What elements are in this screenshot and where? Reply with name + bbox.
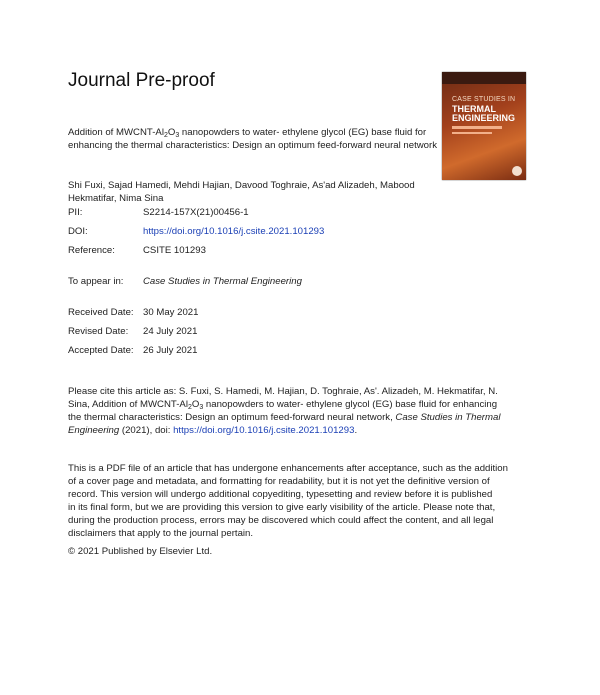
cover-top-bar (442, 72, 526, 84)
notice-line-1: This is a PDF file of an article that has undergone enhancements after acceptance, such as the addition (68, 463, 508, 474)
copyright-notice: © 2021 Published by Elsevier Ltd. (68, 546, 213, 557)
cover-stripe (452, 126, 502, 129)
revised-label: Revised Date: (68, 326, 129, 337)
revised-value: 24 July 2021 (143, 326, 198, 337)
cover-line2b: ENGINEERING (452, 113, 516, 123)
pii-value: S2214-157X(21)00456-1 (143, 207, 249, 218)
pii-label: PII: (68, 207, 83, 218)
doi-label: DOI: (68, 226, 88, 237)
doi-link[interactable]: https://doi.org/10.1016/j.csite.2021.101293 (143, 226, 325, 237)
citation-line-4: Engineering (2021), doi: https://doi.org/10.1016/j.csite.2021.101293. (68, 425, 358, 436)
notice-line-2: of a cover page and metadata, and formatting for readability, but it is not yet the definitive version of (68, 476, 490, 487)
journal-name: Case Studies in Thermal Engineering (143, 276, 302, 287)
cover-stripe-2 (452, 132, 492, 134)
received-label: Received Date: (68, 307, 134, 318)
notice-line-3: record. This version will undergo additional copyediting, typesetting and review before it is published (68, 489, 493, 500)
cover-line2a: THERMAL (452, 104, 496, 114)
notice-line-5: during the production process, errors may be discovered which could affect the content, and all legal (68, 515, 494, 526)
cover-line2 (452, 105, 515, 123)
journal-pre-proof-heading: Journal Pre-proof (68, 70, 215, 91)
citation-paragraph (68, 385, 530, 437)
citation-line-2: Sina, Addition of MWCNT-$Al_2O_3$ nanopowders to water- ethylene glycol (EG) base fluid for enhancing (68, 399, 498, 411)
notice-line-6: disclaimers that apply to the journal pertain. (68, 528, 254, 539)
journal-cover-image (442, 72, 526, 180)
reference-value: CSITE 101293 (143, 245, 206, 256)
notice-paragraph (68, 462, 530, 540)
received-value: 30 May 2021 (143, 307, 199, 318)
citation-line-3: the thermal characteristics: Design an optimum feed-forward neural network, Case Studies in Thermal (68, 412, 501, 423)
accepted-label: Accepted Date: (68, 345, 134, 356)
to-appear-label: To appear in: (68, 276, 124, 287)
accepted-value: 26 July 2021 (143, 345, 198, 356)
citation-line-1: Please cite this article as: S. Fuxi, S. Hamedi, M. Hajian, D. Toghraie, As'. Alizadeh, M. Hekmatifar, N. (68, 386, 498, 397)
notice-line-4: in its final form, but we are providing this version to give early visibility of the article. Please note that, (68, 502, 496, 513)
reference-label: Reference: (68, 245, 115, 256)
publisher-logo-icon (512, 166, 522, 176)
cover-line1: CASE STUDIES IN (452, 96, 516, 103)
author-list: Shi Fuxi, Sajad Hamedi, Mehdi Hajian, Davood Toghraie, As'ad Alizadeh, Mabood Hekmatifar, Nima Sina (68, 180, 415, 204)
article-title: Addition of MWCNT-$Al_2O_3$ nanopowders to water- ethylene glycol (EG) base fluid for enhancing the thermal characteristics: Design an optimum feed-forward neural network (68, 127, 438, 151)
citation-doi-link[interactable]: https://doi.org/10.1016/j.csite.2021.101293 (173, 425, 355, 436)
